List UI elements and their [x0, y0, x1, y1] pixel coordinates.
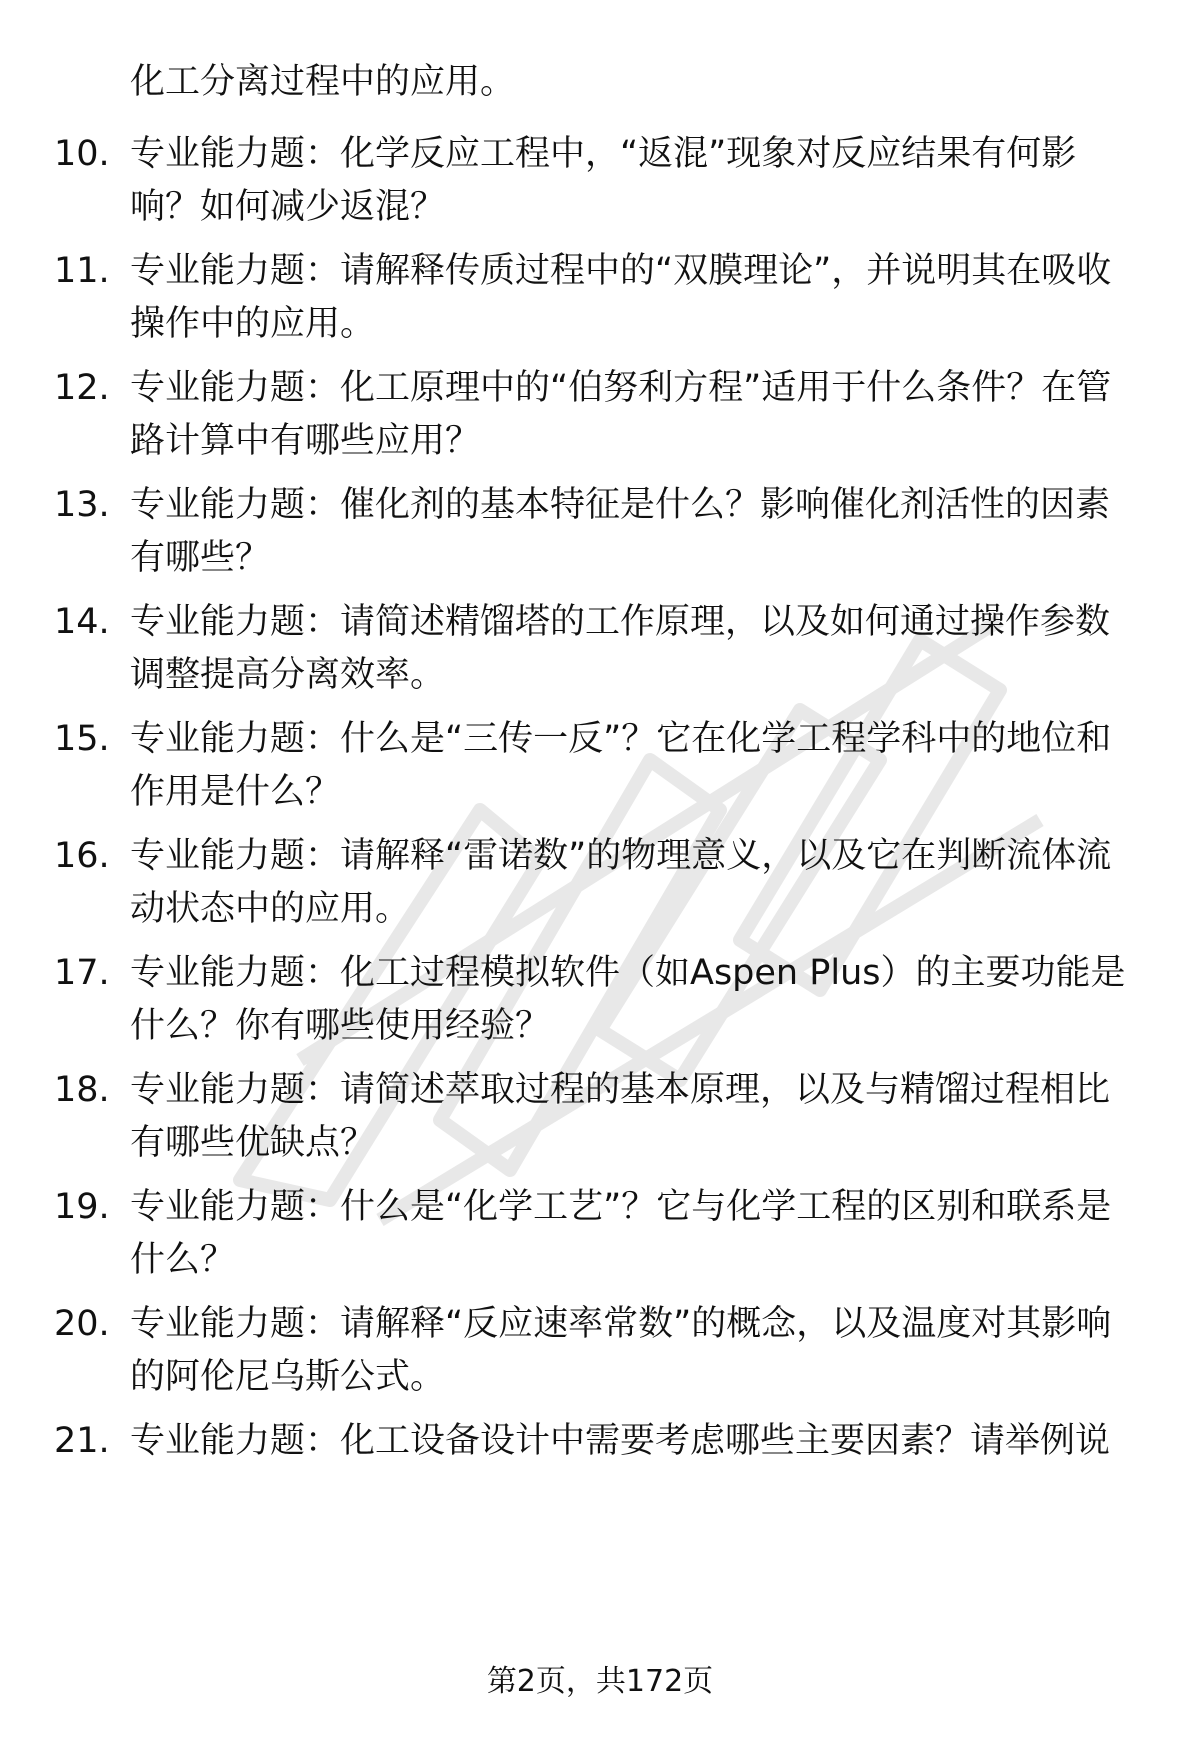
question-number: 15. [54, 719, 110, 759]
page-footer: 第2页，共172页 [486, 1664, 714, 1699]
question-number: 10. [54, 134, 110, 174]
question-number: 13. [54, 485, 110, 525]
question-number: 14. [54, 602, 110, 642]
question-text: 专业能力题：什么是“三传一反”？它在化学工程学科中的地位和作用是什么？ [130, 719, 1112, 812]
question-number: 17. [54, 953, 110, 993]
question-text: 专业能力题：什么是“化学工艺”？它与化学工程的区别和联系是什么？ [130, 1187, 1112, 1280]
question-number: 11. [54, 251, 110, 291]
question-text: 专业能力题：化工原理中的“伯努利方程”适用于什么条件？在管路计算中有哪些应用？ [130, 368, 1112, 461]
question-number: 16. [54, 836, 110, 876]
question-number: 19. [54, 1187, 110, 1227]
question-text: 专业能力题：请解释“雷诺数”的物理意义，以及它在判断流体流动状态中的应用。 [130, 836, 1112, 929]
question-text: 专业能力题：化工过程模拟软件（如Aspen Plus）的主要功能是什么？你有哪些使用经验？ [130, 953, 1126, 1046]
question-text: 专业能力题：催化剂的基本特征是什么？影响催化剂活性的因素有哪些？ [130, 485, 1111, 578]
question-text: 专业能力题：请解释传质过程中的“双膜理论”，并说明其在吸收操作中的应用。 [130, 251, 1112, 344]
question-text: 专业能力题：请解释“反应速率常数”的概念，以及温度对其影响的阿伦尼乌斯公式。 [130, 1304, 1112, 1397]
question-number: 20. [54, 1304, 110, 1344]
continuation-text: 化工分离过程中的应用。 [130, 62, 516, 102]
question-text: 专业能力题：请简述萃取过程的基本原理，以及与精馏过程相比有哪些优缺点？ [130, 1070, 1111, 1163]
question-text: 专业能力题：化工设备设计中需要考虑哪些主要因素？请举例说 [130, 1421, 1111, 1461]
question-number: 21. [54, 1421, 110, 1461]
question-number: 12. [54, 368, 110, 408]
question-text: 专业能力题：请简述精馏塔的工作原理，以及如何通过操作参数调整提高分离效率。 [130, 602, 1111, 695]
question-number: 18. [54, 1070, 110, 1110]
question-text: 专业能力题：化学反应工程中，“返混”现象对反应结果有何影响？如何减少返混？ [130, 134, 1077, 227]
